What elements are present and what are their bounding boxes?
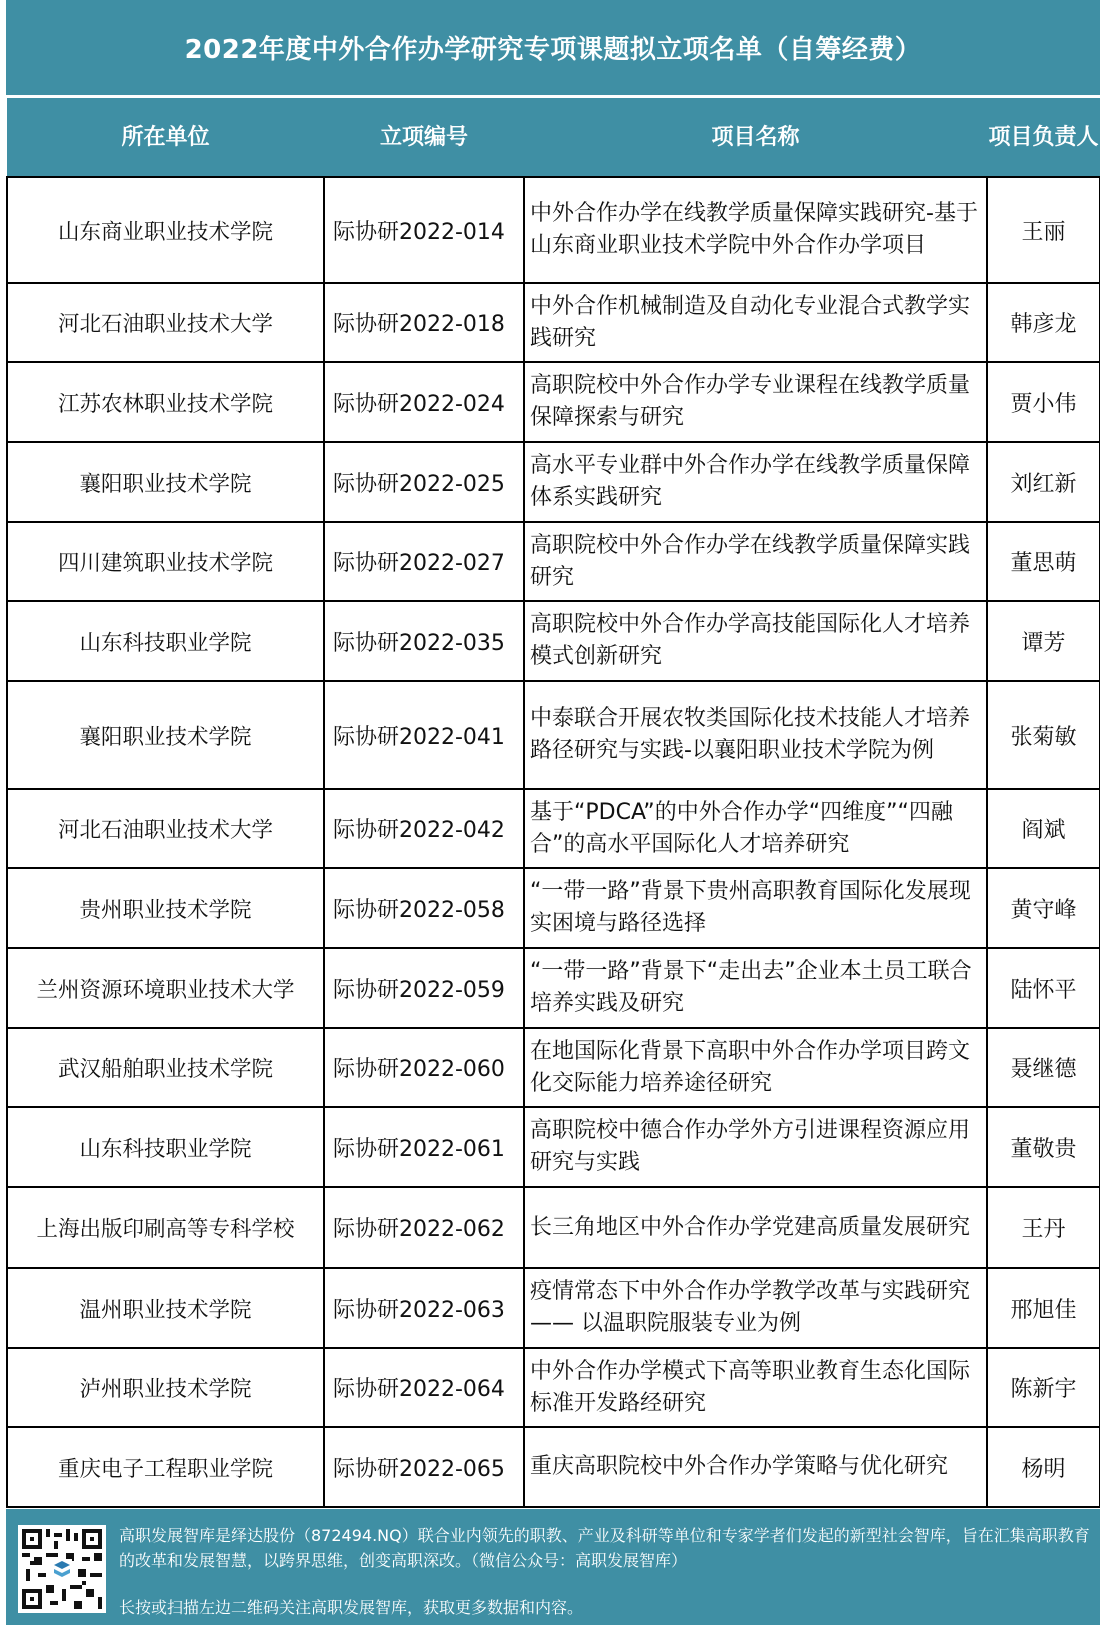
unit-cell: 江苏农林职业技术学院 xyxy=(7,362,324,442)
project-name-cell: 中泰联合开展农牧类国际化技术技能人才培养路径研究与实践-以襄阳职业技术学院为例 xyxy=(524,681,987,789)
table-row xyxy=(7,681,1100,789)
project-name-cell: 高水平专业群中外合作办学在线教学质量保障体系实践研究 xyxy=(524,442,987,522)
leader-cell: 黄守峰 xyxy=(987,868,1100,948)
table-row xyxy=(7,1187,1100,1268)
unit-cell: 四川建筑职业技术学院 xyxy=(7,522,324,601)
project-name-cell: 中外合作办学在线教学质量保障实践研究-基于山东商业职业技术学院中外合作办学项目 xyxy=(524,177,987,283)
table-row xyxy=(7,948,1100,1028)
project-table xyxy=(6,98,1100,1508)
qr-code-icon[interactable] xyxy=(18,1525,106,1613)
unit-cell: 武汉船舶职业技术学院 xyxy=(7,1028,324,1107)
leader-cell: 刘红新 xyxy=(987,442,1100,522)
table-row xyxy=(7,601,1100,681)
code-cell: 际协研2022-061 xyxy=(324,1107,524,1187)
project-name-cell: 高职院校中外合作办学专业课程在线教学质量保障探索与研究 xyxy=(524,362,987,442)
unit-cell: 襄阳职业技术学院 xyxy=(7,442,324,522)
code-cell: 际协研2022-035 xyxy=(324,601,524,681)
project-name-cell: 长三角地区中外合作办学党建高质量发展研究 xyxy=(524,1187,987,1268)
leader-cell: 贾小伟 xyxy=(987,362,1100,442)
unit-cell: 山东科技职业学院 xyxy=(7,1107,324,1187)
table-row xyxy=(7,868,1100,948)
leader-cell: 王丽 xyxy=(987,177,1100,283)
leader-cell: 陆怀平 xyxy=(987,948,1100,1028)
table-row xyxy=(7,362,1100,442)
code-cell: 际协研2022-041 xyxy=(324,681,524,789)
table-row xyxy=(7,1028,1100,1107)
page-title: 2022年度中外合作办学研究专项课题拟立项名单（自筹经费） xyxy=(184,35,922,65)
table-row xyxy=(7,522,1100,601)
project-name-cell: 中外合作办学模式下高等职业教育生态化国际标准开发路经研究 xyxy=(524,1348,987,1427)
column-header-code: 立项编号 xyxy=(324,98,524,177)
table-row xyxy=(7,1107,1100,1187)
title-band xyxy=(6,0,1100,95)
project-name-cell: 中外合作机械制造及自动化专业混合式教学实践研究 xyxy=(524,283,987,362)
project-name-cell: 高职院校中外合作办学在线教学质量保障实践研究 xyxy=(524,522,987,601)
leader-cell: 陈新宇 xyxy=(987,1348,1100,1427)
unit-cell: 兰州资源环境职业技术大学 xyxy=(7,948,324,1028)
leader-cell: 聂继德 xyxy=(987,1028,1100,1107)
code-cell: 际协研2022-060 xyxy=(324,1028,524,1107)
table-row xyxy=(7,1427,1100,1507)
column-header-leader: 项目负责人 xyxy=(987,98,1100,177)
unit-cell: 泸州职业技术学院 xyxy=(7,1348,324,1427)
leader-cell: 邢旭佳 xyxy=(987,1268,1100,1348)
unit-cell: 山东商业职业技术学院 xyxy=(7,177,324,283)
code-cell: 际协研2022-062 xyxy=(324,1187,524,1268)
leader-cell: 阎斌 xyxy=(987,789,1100,868)
project-name-cell: 基于“PDCA”的中外合作办学“四维度”“四融合”的高水平国际化人才培养研究 xyxy=(524,789,987,868)
table-row xyxy=(7,1348,1100,1427)
leader-cell: 谭芳 xyxy=(987,601,1100,681)
code-cell: 际协研2022-063 xyxy=(324,1268,524,1348)
leader-cell: 王丹 xyxy=(987,1187,1100,1268)
code-cell: 际协研2022-025 xyxy=(324,442,524,522)
leader-cell: 董思萌 xyxy=(987,522,1100,601)
code-cell: 际协研2022-014 xyxy=(324,177,524,283)
unit-cell: 山东科技职业学院 xyxy=(7,601,324,681)
unit-cell: 重庆电子工程职业学院 xyxy=(7,1427,324,1507)
project-name-cell: 高职院校中外合作办学高技能国际化人才培养模式创新研究 xyxy=(524,601,987,681)
table-row xyxy=(7,283,1100,362)
table-row xyxy=(7,789,1100,868)
project-name-cell: “一带一路”背景下“走出去”企业本土员工联合培养实践及研究 xyxy=(524,948,987,1028)
code-cell: 际协研2022-027 xyxy=(324,522,524,601)
project-name-cell: “一带一路”背景下贵州高职教育国际化发展现实困境与路径选择 xyxy=(524,868,987,948)
unit-cell: 襄阳职业技术学院 xyxy=(7,681,324,789)
code-cell: 际协研2022-018 xyxy=(324,283,524,362)
leader-cell: 杨明 xyxy=(987,1427,1100,1507)
table-row xyxy=(7,177,1100,283)
footer-cta-text: 长按或扫描左边二维码关注高职发展智库，获取更多数据和内容。 xyxy=(119,1598,584,1617)
code-cell: 际协研2022-024 xyxy=(324,362,524,442)
project-name-cell: 在地国际化背景下高职中外合作办学项目跨文化交际能力培养途径研究 xyxy=(524,1028,987,1107)
project-name-cell: 重庆高职院校中外合作办学策略与优化研究 xyxy=(524,1427,987,1507)
code-cell: 际协研2022-058 xyxy=(324,868,524,948)
unit-cell: 河北石油职业技术大学 xyxy=(7,789,324,868)
code-cell: 际协研2022-064 xyxy=(324,1348,524,1427)
table-row xyxy=(7,442,1100,522)
project-name-cell: 疫情常态下中外合作办学教学改革与实践研究 —— 以温职院服装专业为例 xyxy=(524,1268,987,1348)
unit-cell: 上海出版印刷高等专科学校 xyxy=(7,1187,324,1268)
code-cell: 际协研2022-042 xyxy=(324,789,524,868)
table-body xyxy=(7,177,1100,1507)
footer-intro-text: 高职发展智库是绎达股份（872494.NQ）联合业内领先的职教、产业及科研等单位和专家学者们发起的新型社会智库，旨在汇集高职教育的改革和发展智慧，以跨界思维，创变高职深改。（微信公众号：高职发展智库） xyxy=(119,1526,1090,1570)
leader-cell: 张菊敏 xyxy=(987,681,1100,789)
table-header-row xyxy=(7,98,1100,177)
unit-cell: 河北石油职业技术大学 xyxy=(7,283,324,362)
project-name-cell: 高职院校中德合作办学外方引进课程资源应用研究与实践 xyxy=(524,1107,987,1187)
footer xyxy=(6,1509,1100,1625)
unit-cell: 温州职业技术学院 xyxy=(7,1268,324,1348)
column-header-name: 项目名称 xyxy=(524,98,987,177)
table-row xyxy=(7,1268,1100,1348)
column-header-unit: 所在单位 xyxy=(7,98,324,177)
leader-cell: 韩彦龙 xyxy=(987,283,1100,362)
code-cell: 际协研2022-065 xyxy=(324,1427,524,1507)
unit-cell: 贵州职业技术学院 xyxy=(7,868,324,948)
code-cell: 际协研2022-059 xyxy=(324,948,524,1028)
leader-cell: 董敬贵 xyxy=(987,1107,1100,1187)
